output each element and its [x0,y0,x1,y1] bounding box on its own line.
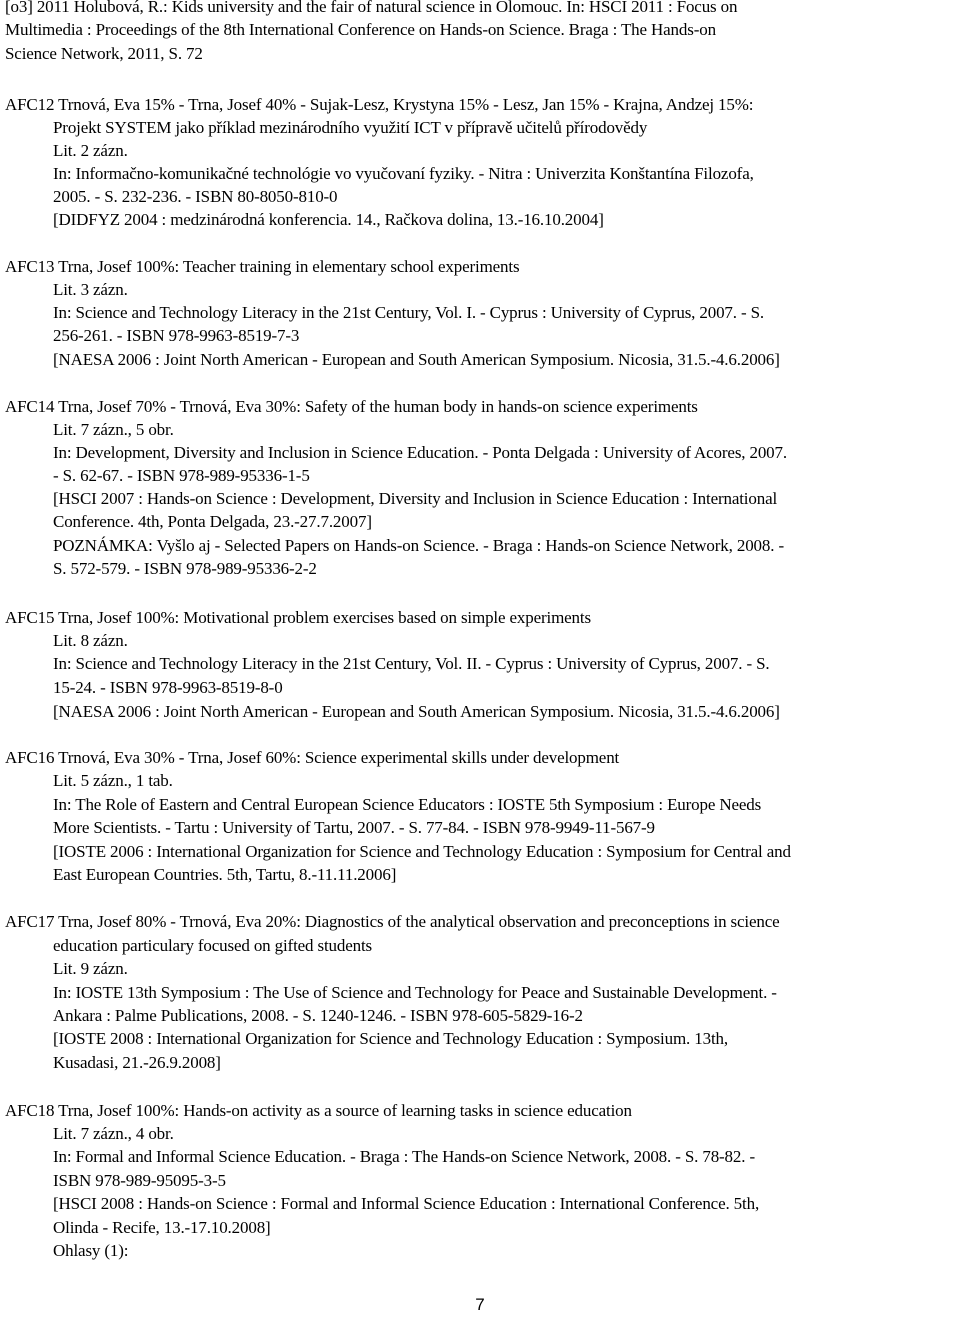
citation-source: 2005. - S. 232-236. - ISBN 80-8050-810-0 [53,187,338,206]
citation-source: In: Informačno-komunikačné technológie vo vyučovaní fyziky. - Nitra : Univerzita Konštantína Filozofa, [53,164,754,183]
citation-responses-heading: Ohlasy (1): [53,1241,129,1260]
citation-references-count: Lit. 5 zázn., 1 tab. [53,771,173,790]
citation-source: In: Science and Technology Literacy in the 21st Century, Vol. II. - Cyprus : University of Cyprus, 2007. - S. [53,654,770,673]
citation-heading: AFC14 Trna, Josef 70% - Trnová, Eva 30%: Safety of the human body in hands-on science experiments [5,397,698,416]
citation-source: 256-261. - ISBN 978-9963-8519-7-3 [53,326,300,345]
citation-heading: AFC15 Trna, Josef 100%: Motivational problem exercises based on simple experiments [5,608,591,627]
citation-title: Projekt SYSTEM jako příklad mezinárodního využití ICT v přípravě učitelů přírodovědy [53,118,648,137]
citation-heading: AFC18 Trna, Josef 100%: Hands-on activity as a source of learning tasks in science education [5,1101,632,1120]
citation-source: In: The Role of Eastern and Central European Science Educators : IOSTE 5th Symposium : Europe Needs [53,795,762,814]
citation-conference: [HSCI 2007 : Hands-on Science : Development, Diversity and Inclusion in Science Education : International [53,489,778,508]
citation-line: Multimedia : Proceedings of the 8th International Conference on Hands-on Science. Braga : The Hands-on [5,20,716,39]
citation-note: POZNÁMKA: Vyšlo aj - Selected Papers on Hands-on Science. - Braga : Hands-on Science Network, 2008. - [53,536,784,555]
citation-source: In: IOSTE 13th Symposium : The Use of Science and Technology for Peace and Sustainable Development. - [53,983,777,1002]
citation-heading: AFC13 Trna, Josef 100%: Teacher training in elementary school experiments [5,257,520,276]
citation-conference: [IOSTE 2006 : International Organization for Science and Technology Education : Symposium for Central and [53,842,791,861]
citation-conference: Olinda - Recife, 13.-17.10.2008] [53,1218,271,1237]
citation-conference: [NAESA 2006 : Joint North American - European and South American Symposium. Nicosia, 31.5.-4.6.2006] [53,702,780,721]
citation-conference: [DIDFYZ 2004 : medzinárodná konferencia. 14., Račkova dolina, 13.-16.10.2004] [53,210,604,229]
citation-source: In: Science and Technology Literacy in the 21st Century, Vol. I. - Cyprus : University of Cyprus, 2007. - S. [53,303,764,322]
citation-conference: East European Countries. 5th, Tartu, 8.-11.11.2006] [53,865,397,884]
citation-note: S. 572-579. - ISBN 978-989-95336-2-2 [53,559,317,578]
citation-source: - S. 62-67. - ISBN 978-989-95336-1-5 [53,466,310,485]
citation-source: More Scientists. - Tartu : University of Tartu, 2007. - S. 77-84. - ISBN 978-9949-11-567-9 [53,818,655,837]
page-number: 7 [475,1295,485,1314]
citation-title: education particulary focused on gifted students [53,936,373,955]
citation-heading: AFC12 Trnová, Eva 15% - Trna, Josef 40% - Sujak-Lesz, Krystyna 15% - Lesz, Jan 15% - Krajna, Andzej 15%: [5,95,754,114]
citation-heading: AFC16 Trnová, Eva 30% - Trna, Josef 60%: Science experimental skills under development [5,748,620,767]
citation-source: In: Development, Diversity and Inclusion in Science Education. - Ponta Delgada : University of Acores, 2007. [53,443,787,462]
citation-references-count: Lit. 7 zázn., 5 obr. [53,420,174,439]
citation-references-count: Lit. 9 zázn. [53,959,128,978]
citation-source: 15-24. - ISBN 978-9963-8519-8-0 [53,678,283,697]
citation-conference: [IOSTE 2008 : International Organization for Science and Technology Education : Symposium. 13th, [53,1029,728,1048]
citation-conference: [HSCI 2008 : Hands-on Science : Formal and Informal Science Education : International Conference. 5th, [53,1194,760,1213]
citation-conference: [NAESA 2006 : Joint North American - European and South American Symposium. Nicosia, 31.5.-4.6.2006] [53,350,780,369]
citation-references-count: Lit. 8 zázn. [53,631,128,650]
citation-references-count: Lit. 2 zázn. [53,141,128,160]
citation-source: In: Formal and Informal Science Education. - Braga : The Hands-on Science Network, 2008. - S. 78-82. - [53,1147,755,1166]
citation-references-count: Lit. 7 zázn., 4 obr. [53,1124,174,1143]
citation-heading: AFC17 Trna, Josef 80% - Trnová, Eva 20%: Diagnostics of the analytical observation and preconceptions in science [5,912,780,931]
citation-conference: Kusadasi, 21.-26.9.2008] [53,1053,221,1072]
citation-line: Science Network, 2011, S. 72 [5,44,203,63]
citation-conference: Conference. 4th, Ponta Delgada, 23.-27.7.2007] [53,512,372,531]
citation-source: Ankara : Palme Publications, 2008. - S. 1240-1246. - ISBN 978-605-5829-16-2 [53,1006,583,1025]
citation-line: [o3] 2011 Holubová, R.: Kids university and the fair of natural science in Olomouc. In: HSCI 2011 : Focus on [5,0,738,16]
citation-references-count: Lit. 3 zázn. [53,280,128,299]
citation-source: ISBN 978-989-95095-3-5 [53,1171,226,1190]
